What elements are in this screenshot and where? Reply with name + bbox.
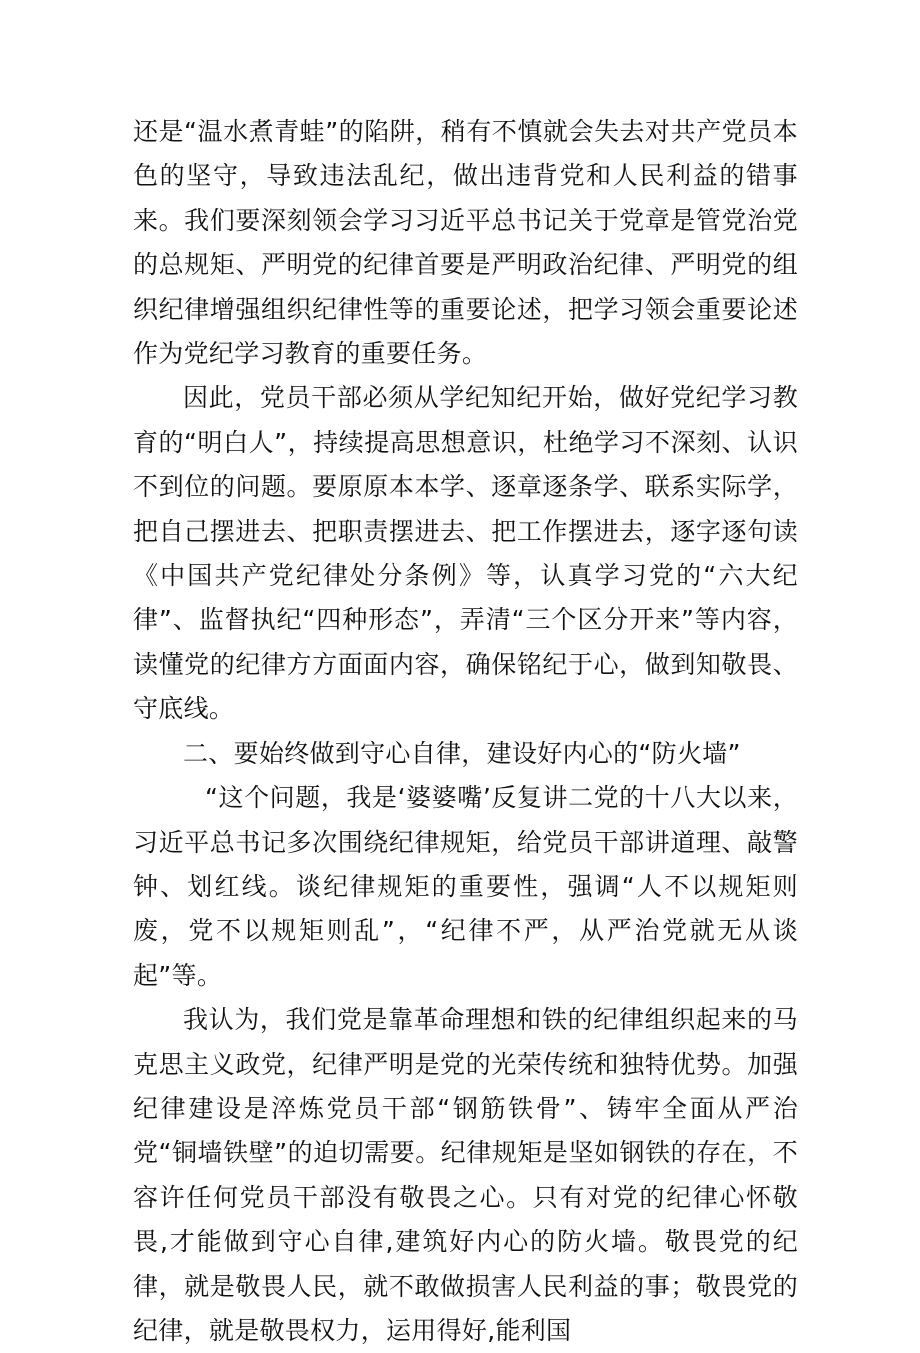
paragraph-1: 还是“温水煮青蛙”的陷阱，稍有不慎就会失去对共产党员本色的坚守，导致违法乱纪，做出违背党和人民利益的错事来。我们要深刻领会学习习近平总书记关于党章是管党治党的总规矩、严明党的纪律首要是严明政治纪律、严明党的组织纪律增强组织纪律性等的重要论述，把学习领会重要论述作为党纪学习教育的重要任务。: [133, 117, 798, 369]
paragraph-3: “这个问题，我是‘婆婆嘴’反复讲二党的十八大以来，习近平总书记多次围绕纪律规矩，给党员干部讲道理、敲警钟、划红线。谈纪律规矩的重要性，强调“人不以规矩则废，党不以规矩则乱”，“纪律不严，从严治党就无从谈起”等。: [133, 783, 798, 990]
section-heading: 二、要始终做到守心自律，建设好内心的“防火墙”: [183, 738, 741, 768]
document-body: [133, 110, 798, 1353]
paragraph-4: 我认为，我们党是靠革命理想和铁的纪律组织起来的马克思主义政党，纪律严明是党的光荣传统和独特优势。加强纪律建设是淬炼党员干部“钢筋铁骨”、铸牢全面从严治党“铜墙铁壁”的迫切需要。纪律规矩是坚如钢铁的存在，不容许任何党员干部没有敬畏之心。只有对党的纪律心怀敬畏,才能做到守心自律,建筑好内心的防火墙。敬畏党的纪律，就是敬畏人民，就不敢做损害人民利益的事；敬畏党的纪律，就是敬畏权力，运用得好,能利国: [133, 1005, 798, 1345]
paragraph-2: 因此，党员干部必须从学纪知纪开始，做好党纪学习教育的“明白人”，持续提高思想意识，杜绝学习不深刻、认识不到位的问题。要原原本本学、逐章逐条学、联系实际学，把自己摆进去、把职责摆进去、把工作摆进去，逐字逐句读《中国共产党纪律处分条例》等，认真学习党的“六大纪律”、监督执纪“四种形态”，弄清“三个区分开来”等内容，读懂党的纪律方方面面内容，确保铭纪于心，做到知敬畏、守底线。: [133, 383, 798, 724]
